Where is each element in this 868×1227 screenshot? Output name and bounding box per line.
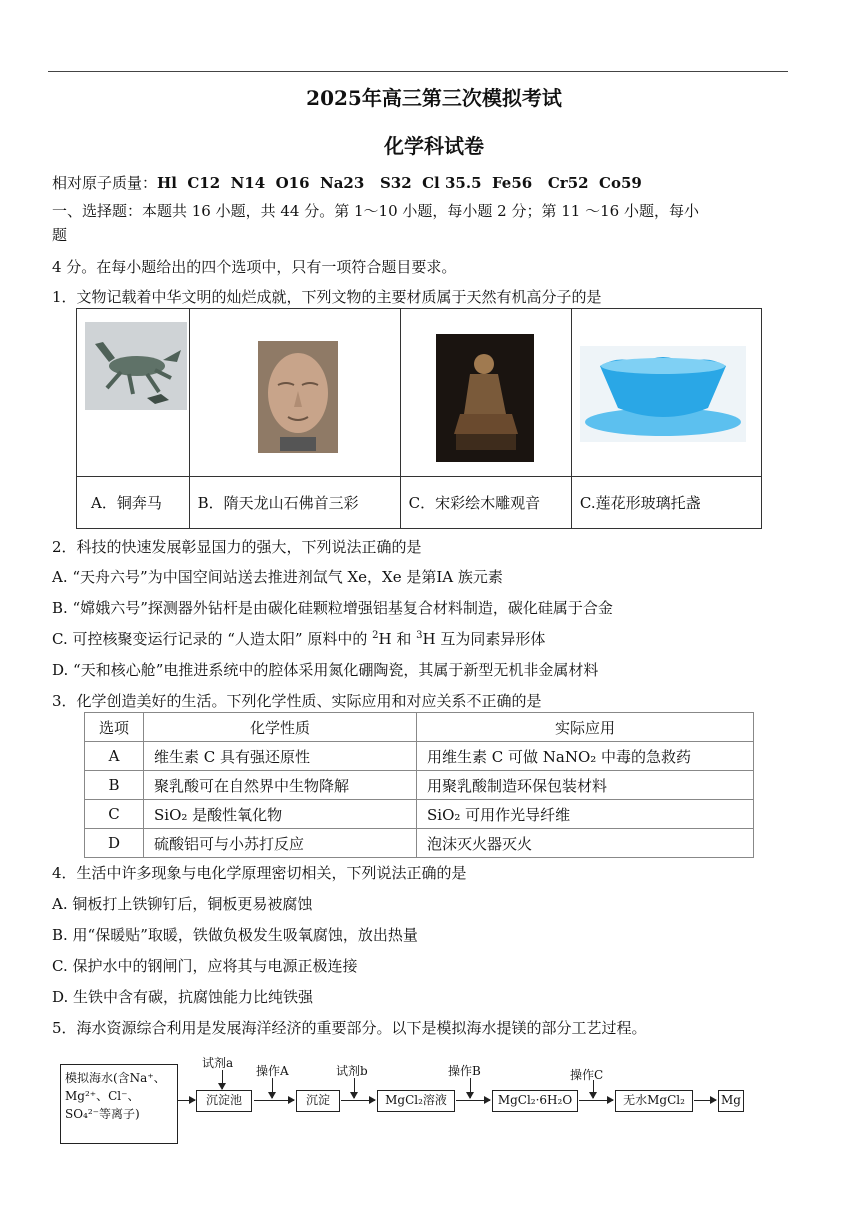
bronze-horse-image: [85, 322, 187, 410]
q2-option-c: [52, 628, 545, 649]
flow-op-a-arrow: [272, 1078, 273, 1098]
q2-stem: 2．科技的快速发展彰显国力的强大，下列说法正确的是: [52, 538, 422, 556]
flow-op-a-label: 操作A: [256, 1064, 289, 1078]
flow-arrow-2: [254, 1100, 294, 1101]
q3-row-a-property: 维生素 C 具有强还原性: [144, 742, 417, 771]
q4-option-c: C. 保护水中的钢闸门，应将其与电源正极连接: [52, 957, 358, 975]
stone-buddha-head-image: [258, 341, 338, 453]
q5-stem: 5．海水资源综合利用是发展海洋经济的重要部分。以下是模拟海水提镁的部分工艺过程。: [52, 1019, 647, 1037]
q3-row-c-property: SiO₂ 是酸性氧化物: [144, 800, 417, 829]
flow-start-line-2: Mg²⁺、Cl⁻、: [65, 1089, 140, 1103]
flow-op-b-arrow: [470, 1078, 471, 1098]
flow-op-b-label: 操作B: [448, 1064, 481, 1078]
q2-sup-3: 3: [416, 630, 423, 641]
flow-reagent-b-label: 试剂b: [336, 1064, 368, 1078]
lotus-glass-bowl-image: [580, 346, 746, 442]
q3-header-option: 选项: [85, 713, 144, 742]
q3-row-c-application: SiO₂ 可用作光导纤维: [417, 800, 754, 829]
section-intro-1: 一、选择题：本题共 16 小题，共 44 分。第 1～10 小题，每小题 2 分；第 11 ～16 小题，每小: [52, 202, 699, 220]
flow-arrow-6: [694, 1100, 716, 1101]
q3-header-property: 化学性质: [144, 713, 417, 742]
flow-box-mgcl2-hydrate: MgCl₂·6H₂O: [492, 1090, 578, 1112]
section-intro-3: 4 分。在每小题给出的四个选项中，只有一项符合题目要求。: [52, 258, 457, 276]
flow-box-mg: Mg: [718, 1090, 744, 1112]
subject-title: 化学科试卷: [384, 134, 484, 158]
section-intro-2: 题: [52, 226, 68, 244]
table-row: [85, 800, 754, 829]
q2-sup-2: 2: [372, 630, 379, 641]
q1-option-b: B．隋天龙山石佛首三彩: [189, 477, 400, 529]
flow-arrow-1: [177, 1100, 195, 1101]
flow-reagent-b-arrow: [354, 1078, 355, 1098]
q2-option-d: D. “天和核心舱”电推进系统中的腔体采用氮化硼陶瓷，其属于新型无机非金属材料: [52, 661, 599, 679]
wood-guanyin-image: [436, 334, 534, 462]
table-row: [85, 742, 754, 771]
q3-row-b-application: 用聚乳酸制造环保包装材料: [417, 771, 754, 800]
q4-option-b: B. 用“保暖贴”取暖，铁做负极发生吸氧腐蚀，放出热量: [52, 926, 418, 944]
flow-box-precipitate: 沉淀: [296, 1090, 340, 1112]
q2-option-c-post: H 互为同素异形体: [422, 630, 546, 648]
q1-option-d: C.莲花形玻璃托盏: [571, 477, 761, 529]
q1-option-a: A．铜奔马: [77, 477, 190, 529]
table-row: [85, 771, 754, 800]
q3-row-d-property: 硫酸铝可与小苏打反应: [144, 829, 417, 858]
flow-box-precipitation-tank: 沉淀池: [196, 1090, 252, 1112]
q3-header-application: 实际应用: [417, 713, 754, 742]
flow-start-line-3: SO₄²⁻等离子): [65, 1107, 140, 1121]
flow-start-line-1: 模拟海水(含Na⁺、: [65, 1071, 166, 1085]
flow-box-mgcl2-solution: MgCl₂溶液: [377, 1090, 455, 1112]
q1-cell-d: [571, 309, 761, 477]
table-row: [85, 829, 754, 858]
q4-stem: 4．生活中许多现象与电化学原理密切相关，下列说法正确的是: [52, 864, 467, 882]
atomic-masses-values: Hl C12 N14 O16 Na23 S32 Cl 35.5 Fe56 Cr52 Co59: [157, 174, 642, 192]
q2-option-b: B. “嫦娥六号”探测器外钻杆是由碳化硅颗粒增强铝基复合材料制造，碳化硅属于合金: [52, 599, 613, 617]
flow-arrow-4: [456, 1100, 490, 1101]
flow-arrow-5: [579, 1100, 613, 1101]
q3-row-a-application: 用维生素 C 可做 NaNO₂ 中毒的急救药: [417, 742, 754, 771]
q1-cell-a: [77, 309, 190, 477]
flow-reagent-a-arrow: [222, 1070, 223, 1089]
q3-row-b-option: B: [85, 771, 144, 800]
q1-stem: 1．文物记载着中华文明的灿烂成就，下列文物的主要材质属于天然有机高分子的是: [52, 288, 602, 306]
q1-image-table: [76, 308, 762, 529]
atomic-masses-label: 相对原子质量：: [52, 174, 158, 192]
exam-title: 2025年高三第三次模拟考试: [306, 86, 562, 110]
q4-option-d: D. 生铁中含有碳，抗腐蚀能力比纯铁强: [52, 988, 314, 1006]
top-rule: [48, 71, 788, 72]
flow-start-box: [60, 1064, 178, 1144]
q3-stem: 3．化学创造美好的生活。下列化学性质、实际应用和对应关系不正确的是: [52, 692, 542, 710]
atomic-masses-line: [52, 172, 642, 193]
q1-cell-b: [189, 309, 400, 477]
q2-option-c-mid: H 和: [378, 630, 417, 648]
q3-row-a-option: A: [85, 742, 144, 771]
flow-box-anhydrous-mgcl2: 无水MgCl₂: [615, 1090, 693, 1112]
q3-row-b-property: 聚乳酸可在自然界中生物降解: [144, 771, 417, 800]
q2-option-c-pre: C. 可控核聚变运行记录的 “人造太阳” 原料中的: [52, 630, 373, 648]
q3-row-d-option: D: [85, 829, 144, 858]
q2-option-a: A. “天舟六号”为中国空间站送去推进剂氙气 Xe，Xe 是第IA 族元素: [52, 568, 503, 586]
q3-table: [84, 712, 754, 858]
q1-option-c: C．宋彩绘木雕观音: [400, 477, 571, 529]
q4-option-a: A. 铜板打上铁铆钉后，铜板更易被腐蚀: [52, 895, 313, 913]
q3-row-c-option: C: [85, 800, 144, 829]
q1-cell-c: [400, 309, 571, 477]
q3-header-row: [85, 713, 754, 742]
flow-op-c-label: 操作C: [570, 1068, 604, 1082]
q3-row-d-application: 泡沫灭火器灭火: [417, 829, 754, 858]
flow-reagent-a-label: 试剂a: [202, 1056, 234, 1070]
flow-arrow-3: [341, 1100, 375, 1101]
